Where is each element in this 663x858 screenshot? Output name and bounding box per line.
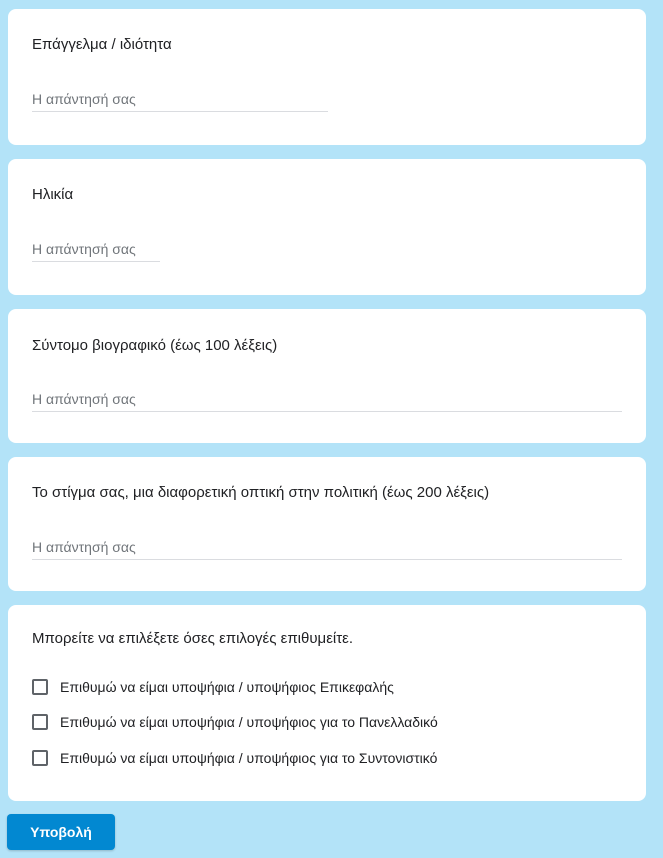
profession-input[interactable] [32, 87, 328, 112]
question-card-profession [8, 9, 646, 145]
bio-input[interactable] [32, 387, 622, 412]
question-title: Το στίγμα σας, μια διαφορετική οπτική στην πολιτική (έως 200 λέξεις) [32, 484, 490, 501]
question-card-age [8, 159, 646, 295]
checkbox[interactable] [32, 714, 48, 730]
question-title: Μπορείτε να επιλέξετε όσες επιλογές επιθυμείτε. [32, 630, 353, 647]
checkbox-label: Επιθυμώ να είμαι υποψήφια / υποψήφιος για το Συντονιστικό [60, 750, 438, 766]
checkbox-option-panhellenic[interactable] [32, 711, 438, 733]
question-card-stance [8, 457, 646, 591]
question-title: Ηλικία [32, 186, 74, 203]
question-title: Σύντομο βιογραφικό (έως 100 λέξεις) [32, 337, 278, 354]
checkbox[interactable] [32, 679, 48, 695]
checkbox-label: Επιθυμώ να είμαι υποψήφια / υποψήφιος για το Πανελλαδικό [60, 714, 438, 730]
checkbox[interactable] [32, 750, 48, 766]
checkbox-option-coordinating[interactable] [32, 747, 437, 769]
stance-input[interactable] [32, 535, 622, 560]
question-title: Επάγγελμα / ιδιότητα [32, 36, 172, 53]
checkbox-label: Επιθυμώ να είμαι υποψήφια / υποψήφιος Επικεφαλής [60, 679, 394, 695]
question-card-bio [8, 309, 646, 443]
checkbox-option-head[interactable] [32, 676, 394, 698]
submit-button[interactable]: Υποβολή [7, 814, 115, 850]
age-input[interactable] [32, 237, 160, 262]
question-card-candidacy [8, 605, 646, 801]
